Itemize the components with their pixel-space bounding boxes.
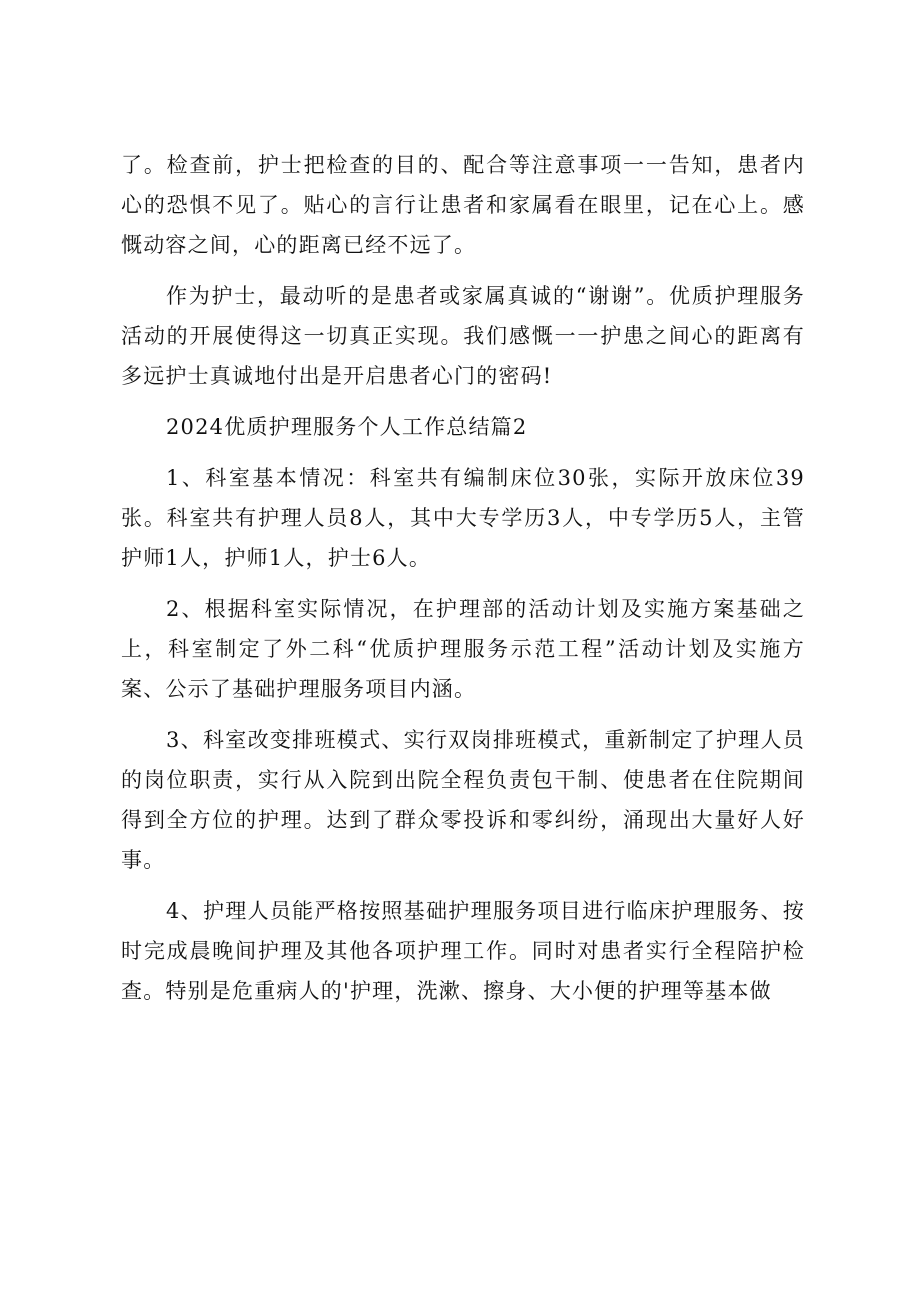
paragraph-nurse-thanks: 作为护士，最动听的是患者或家属真诚的“谢谢”。优质护理服务活动的开展使得这一切真正实现。我们感慨一一护患之间心的距离有多远护士真诚地付出是开启患者心门的密码! (121, 284, 805, 388)
paragraph-item-1: 1、科室基本情况：科室共有编制床位30张，实际开放床位39张。科室共有护理人员8人，其中大专学历3人，中专学历5人，主管护师1人，护师1人，护士6人。 (121, 466, 805, 570)
paragraph-item-3: 3、科室改变排班模式、实行双岗排班模式，重新制定了护理人员的岗位职责，实行从入院到出院全程负责包干制、使患者在住院期间得到全方位的护理。达到了群众零投诉和零纠纷，涌现出大量好人好事。 (121, 728, 805, 872)
section-heading: 2024优质护理服务个人工作总结篇2 (166, 415, 528, 439)
document-body (121, 145, 805, 1011)
paragraph-item-4: 4、护理人员能严格按照基础护理服务项目进行临床护理服务、按时完成晨晚间护理及其他各项护理工作。同时对患者实行全程陪护检查。特别是危重病人的'护理，洗漱、擦身、大小便的护理等基本做 (121, 899, 805, 1003)
paragraph-item-2: 2、根据科室实际情况，在护理部的活动计划及实施方案基础之上，科室制定了外二科“优质护理服务示范工程”活动计划及实施方案、公示了基础护理服务项目内涵。 (121, 597, 805, 701)
paragraph-continuation: 了。检查前，护士把检查的目的、配合等注意事项一一告知，患者内心的恐惧不见了。贴心的言行让患者和家属看在眼里，记在心上。感慨动容之间，心的距离已经不远了。 (121, 153, 805, 257)
